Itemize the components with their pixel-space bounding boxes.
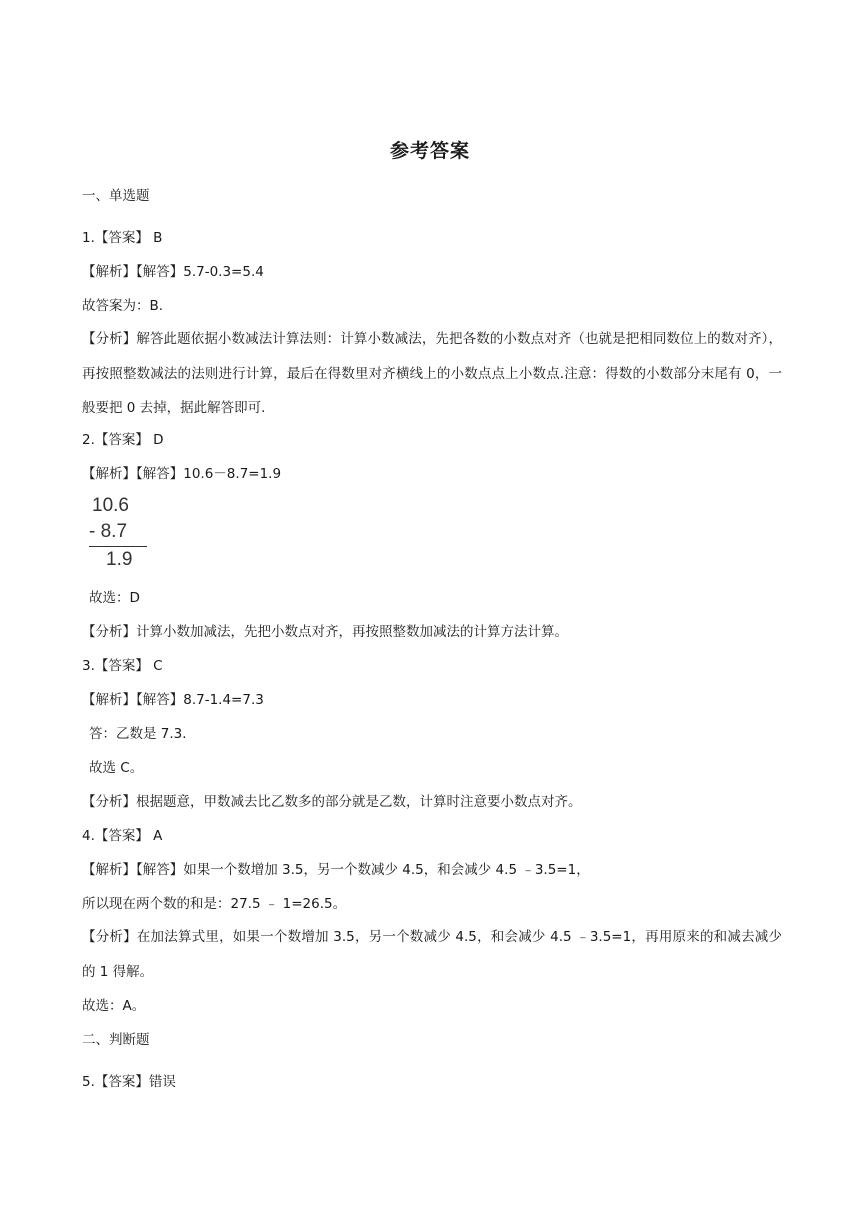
q4-conclusion: 故选：A。 <box>82 998 146 1014</box>
q3-reply: 答：乙数是 7.3. <box>89 726 187 742</box>
q3-fenxi: 【分析】根据题意，甲数减去比乙数多的部分就是乙数，计算时注意要小数点对齐。 <box>82 794 582 810</box>
q4-answer: 4.【答案】 A <box>82 828 163 844</box>
section-heading-single-choice: 一、单选题 <box>82 188 150 204</box>
q1-analysis: 【解析】【解答】5.7-0.3=5.4 <box>82 264 264 280</box>
q4-fenxi: 【分析】在加法算式里，如果一个数增加 3.5，另一个数减少 4.5，和会减少 4.5 ﹣3.5=1，再用原来的和减去减少的 1 得解。 <box>82 929 782 980</box>
q1-conclusion: 故答案为：B. <box>82 298 164 314</box>
q3-analysis: 【解析】【解答】8.7-1.4=7.3 <box>82 692 264 708</box>
calc-minuend: 10.6 <box>92 495 129 516</box>
q1-answer: 1.【答案】 B <box>82 230 163 246</box>
q3-conclusion: 故选 C。 <box>89 760 144 776</box>
q1-fenxi: 【分析】解答此题依据小数减法计算法则：计算小数减法，先把各数的小数点对齐（也就是把相同数位上的数对齐），再按照整数减法的法则进行计算，最后在得数里对齐横线上的小数点点上小数点.注意：得数的小数部分末尾有 0，一般要把 0 去掉，据此解答即可. <box>82 331 782 416</box>
calc-result: 1.9 <box>106 549 133 570</box>
q2-analysis: 【解析】【解答】10.6－8.7=1.9 <box>82 466 282 482</box>
calc-subtrahend: - 8.7 <box>89 521 128 542</box>
q2-answer: 2.【答案】 D <box>82 432 164 448</box>
section-heading-true-false: 二、判断题 <box>82 1032 150 1048</box>
q4-analysis: 【解析】【解答】如果一个数增加 3.5，另一个数减少 4.5，和会减少 4.5 ﹣3.5=1， <box>82 862 590 878</box>
q2-fenxi: 【分析】计算小数加减法，先把小数点对齐，再按照整数加减法的计算方法计算。 <box>82 624 568 640</box>
q3-answer: 3.【答案】 C <box>82 658 163 674</box>
page-title: 参考答案 <box>389 140 470 162</box>
q4-analysis-continued: 所以现在两个数的和是：27.5 ﹣ 1=26.5。 <box>82 896 347 912</box>
q2-conclusion: 故选：D <box>89 590 140 606</box>
q5-answer: 5.【答案】错误 <box>82 1074 176 1090</box>
vertical-subtraction-figure <box>89 495 159 575</box>
calc-divider-line <box>89 546 147 547</box>
